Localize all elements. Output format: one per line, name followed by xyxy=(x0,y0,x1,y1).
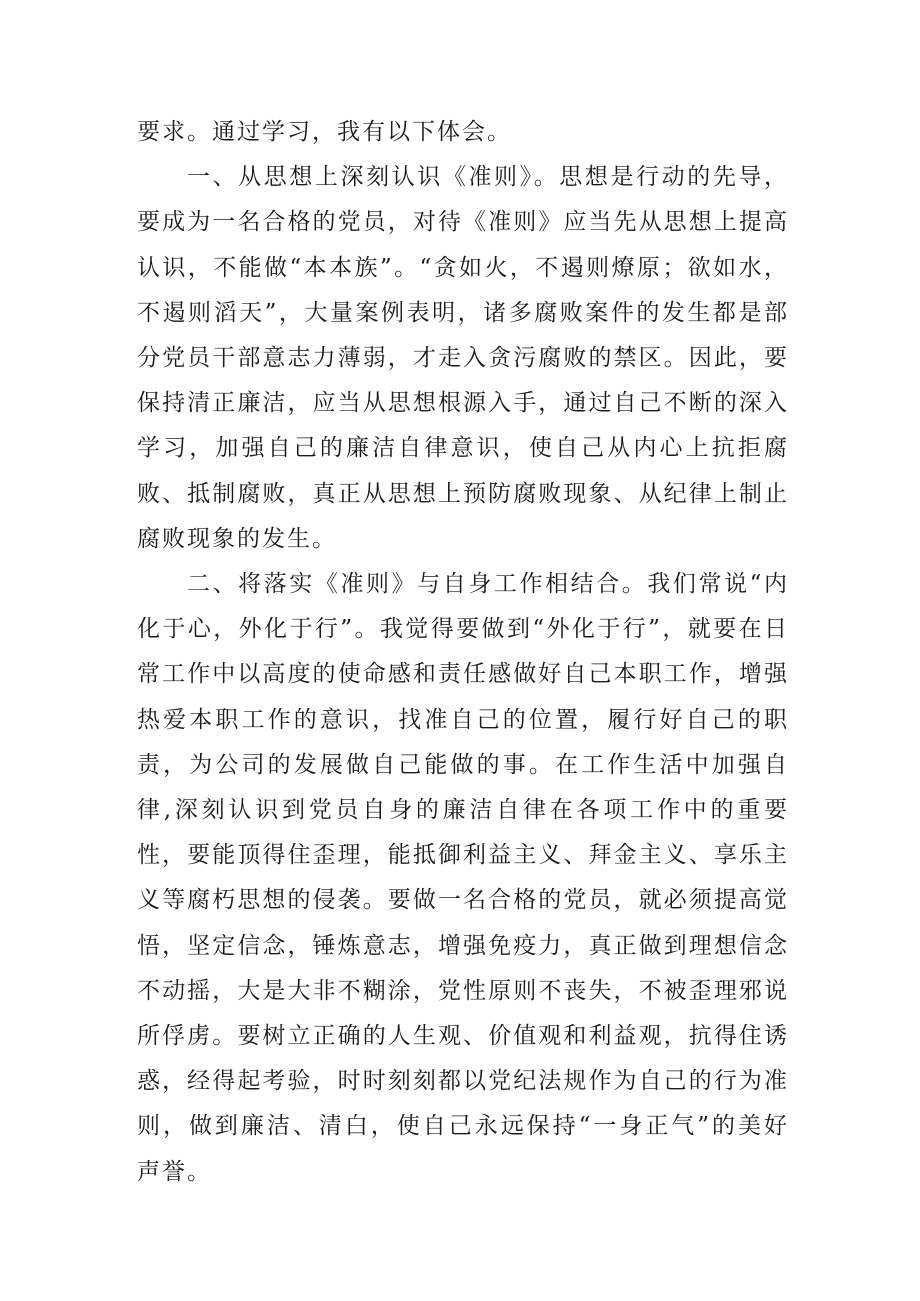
paragraph-section-one: 一、从思想上深刻认识《准则》。思想是行动的先导，要成为一名合格的党员，对待《准则》应当先从思想上提高认识，不能做“本本族”。“贪如火，不遏则燎原；欲如水，不遏则滔天”，大量案例表明，诸多腐败案件的发生都是部分党员干部意志力薄弱，才走入贪污腐败的禁区。因此，要保持清正廉洁，应当从思想根源入手，通过自己不断的深入学习，加强自己的廉洁自律意识，使自己从内心上抗拒腐败、抵制腐败，真正从思想上预防腐败现象、从纪律上制止腐败现象的发生。 xyxy=(137,164,789,552)
document-body xyxy=(137,110,789,1195)
paragraph-section-two: 二、将落实《准则》与自身工作相结合。我们常说“内化于心，外化于行”。我觉得要做到“外化于行”，就要在日常工作中以高度的使命感和责任感做好自己本职工作，增强热爱本职工作的意识，找准自己的位置，履行好自己的职责，为公司的发展做自己能做的事。在工作生活中加强自律,深刻认识到党员自身的廉洁自律在各项工作中的重要性，要能顶得住歪理，能抵御利益主义、拜金主义、享乐主义等腐朽思想的侵袭。要做一名合格的党员，就必须提高觉悟，坚定信念，锤炼意志，增强免疫力，真正做到理想信念不动摇，大是大非不糊涂，党性原则不丧失，不被歪理邪说所俘虏。要树立正确的人生观、价值观和利益观，抗得住诱惑，经得起考验，时时刻刻都以党纪法规作为自己的行为准则，做到廉洁、清白，使自己永远保持“一身正气”的美好声誉。 xyxy=(137,571,789,1185)
paragraph-intro-ending: 要求。通过学习，我有以下体会。 xyxy=(137,119,512,145)
